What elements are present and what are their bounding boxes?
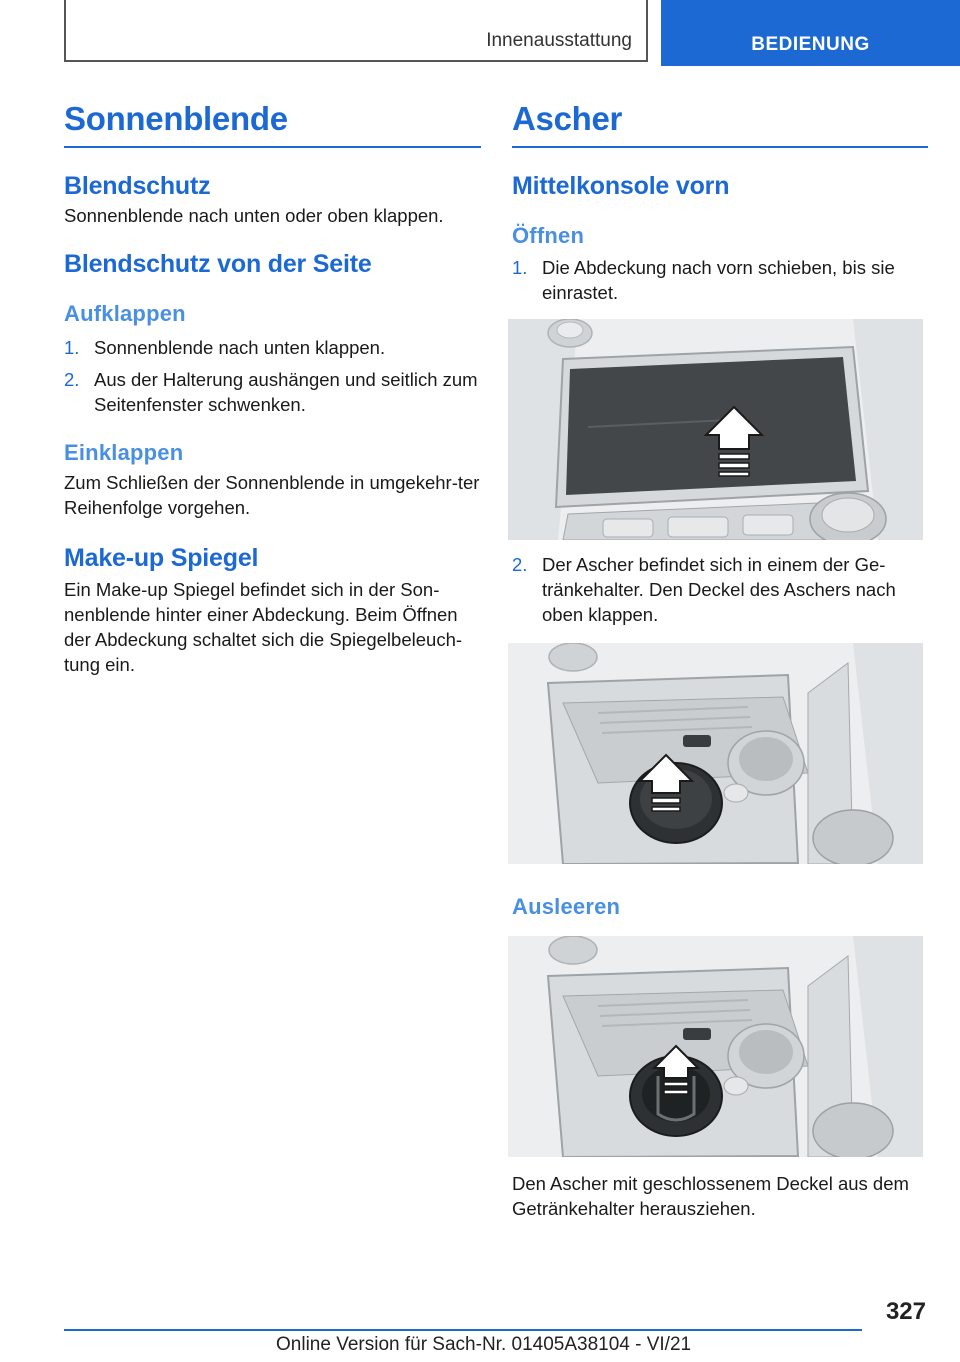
heading-blendschutz: Blendschutz <box>64 172 211 200</box>
step-text: Der Ascher befindet sich in einem der Ge‐tränkehalter. Den Deckel des Aschers nach oben klappen. <box>542 554 896 625</box>
list-aufklappen <box>64 335 481 417</box>
heading-oeffnen: Öffnen <box>512 223 585 248</box>
header-section-box <box>64 0 648 62</box>
list-item <box>64 335 481 360</box>
page-number: 327 <box>885 1298 926 1325</box>
step-number: 2. <box>512 554 528 575</box>
figure-ashtray-lid-icon <box>508 643 923 864</box>
header-chapter-tab <box>661 0 960 66</box>
section-title-sonnenblende: Sonnenblende <box>64 100 481 148</box>
step-text: Aus der Halterung aushängen und seitlich zum Seitenfenster schwenken. <box>94 369 478 415</box>
step-number: 1. <box>64 337 80 358</box>
header-chapter-label: BEDIENUNG <box>751 34 870 55</box>
figure-console-cover-open-icon <box>508 319 923 540</box>
heading-ausleeren: Ausleeren <box>512 894 621 919</box>
step-text: Sonnenblende nach unten klappen. <box>94 337 386 358</box>
footer-online-version: Online Version für Sach-Nr. 01405A38104 - VI/21 <box>276 1334 692 1355</box>
heading-einklappen: Einklappen <box>64 440 184 465</box>
heading-aufklappen: Aufklappen <box>64 301 186 326</box>
text-blendschutz: Sonnenblende nach unten oder oben klappen. <box>64 205 444 226</box>
figure-ashtray-remove-icon <box>508 936 923 1157</box>
footer-divider <box>64 1329 862 1331</box>
text-make-up-spiegel: Ein Make-up Spiegel befindet sich in der Son‐nenblende hinter einer Abdeckung. Beim Öffnen der Abdeckung schaltet sich die Spiegelbeleuch‐tung ein. <box>64 579 463 675</box>
step-number: 2. <box>64 369 80 390</box>
text-einklappen: Zum Schließen der Sonnenblende in umgekehr‐ter Reihenfolge vorgehen. <box>64 472 480 518</box>
list-oeffnen-1 <box>512 255 928 305</box>
text-ausleeren: Den Ascher mit geschlossenem Deckel aus dem Getränkehalter herausziehen. <box>512 1173 909 1219</box>
list-item <box>512 255 928 305</box>
left-column <box>64 100 481 677</box>
section-title-ascher: Ascher <box>512 100 928 148</box>
heading-mittelkonsole-vorn: Mittelkonsole vorn <box>512 172 730 200</box>
list-oeffnen-2 <box>512 552 928 627</box>
list-item <box>64 367 481 417</box>
right-column <box>512 100 928 1221</box>
step-number: 1. <box>512 257 528 278</box>
header-section-title: Innenausstattung <box>486 30 632 51</box>
step-text: Die Abdeckung nach vorn schieben, bis sie einrastet. <box>542 257 895 303</box>
heading-blendschutz-seite: Blendschutz von der Seite <box>64 250 372 278</box>
heading-make-up-spiegel: Make-up Spiegel <box>64 544 259 572</box>
list-item <box>512 552 928 627</box>
